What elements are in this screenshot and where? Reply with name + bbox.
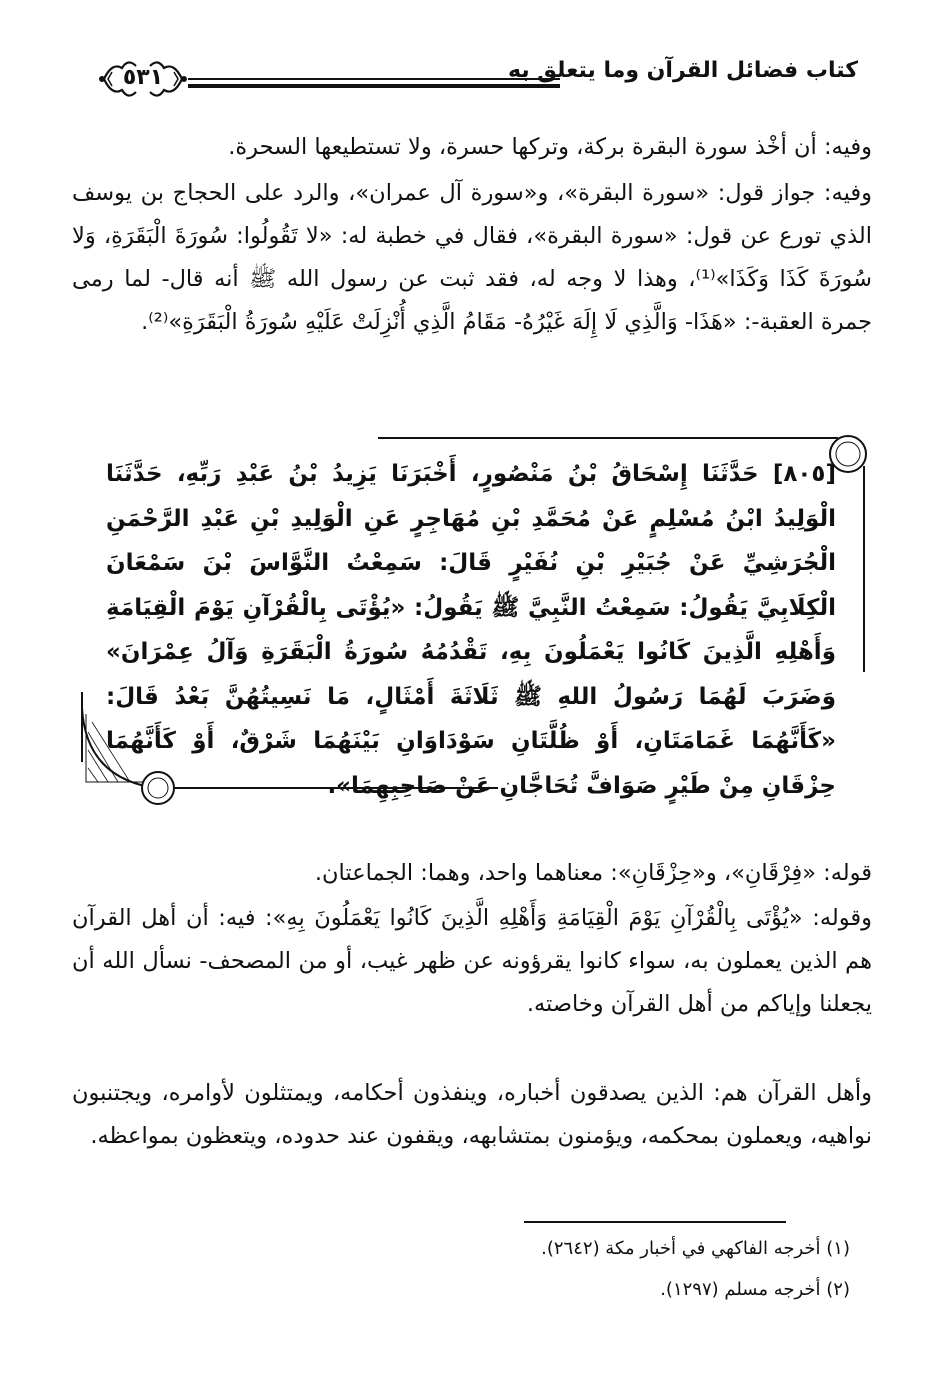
- paragraph-4: وقوله: «يُؤْتَى بِالْقُرْآنِ يَوْمَ الْقِيَامَةِ وَأَهْلِهِ الَّذِينَ كَانُوا يَعْمَلُونَ بِهِ»: فيه: أن أهل القرآن هم الذين يعملون به، سواء كانوا يقرؤونه عن ظهر غيب، أو من المصحف- نسأل الله أن يجعلنا وإياكم من أهل القرآن وخاصته.: [72, 905, 872, 1017]
- header-rule-thick: [188, 84, 560, 88]
- footnote-1: (١) أخرجه الفاكهي في أخبار مكة (٢٦٤٢).: [541, 1238, 850, 1259]
- paragraph-2: وفيه: جواز قول: «سورة البقرة»، و«سورة آل عمران»، والرد على الحجاج بن يوسف الذي تورع عن قول: «سورة البقرة»، فقال في خطبة له: «لا تَقُولُوا: سُورَةَ الْبَقَرَةِ، وَلا سُورَةَ كَذَا وَكَذَا»⁽¹⁾، وهذا لا وجه له، فقد ثبت عن رسول الله ﷺ أنه قال- لما رمى جمرة العقبة-: «هَذَا- وَالَّذِي لَا إِلَهَ غَيْرُهُ- مَقَامُ الَّذِي أُنْزِلَتْ عَلَيْهِ سُورَةُ الْبَقَرَةِ»⁽²⁾.: [72, 180, 872, 335]
- footnote-separator: [524, 1221, 786, 1223]
- footnote-2: (٢) أخرجه مسلم (١٢٩٧).: [660, 1279, 850, 1300]
- running-title: كتاب فضائل القرآن وما يتعلق به: [508, 58, 858, 83]
- paragraph-1: وفيه: أن أخْذ سورة البقرة بركة، وتركها حسرة، ولا تستطيعها السحرة.: [228, 134, 872, 160]
- header-rule: [188, 78, 560, 80]
- hadith-text: [٨٠٥] حَدَّثَنَا إِسْحَاقُ بْنُ مَنْصُورٍ، أَخْبَرَنَا يَزِيدُ بْنُ عَبْدِ رَبِّهِ، حَدَّثَنَا الْوَلِيدُ ابْنُ مُسْلِمٍ عَنْ مُحَمَّدِ بْنِ مُهَاجِرٍ عَنِ الْوَلِيدِ بْنِ عَبْدِ الرَّحْمَنِ الْجُرَشِيِّ عَنْ جُبَيْرِ بْنِ نُفَيْرٍ قَالَ: سَمِعْتُ النَّوَّاسَ بْنَ سَمْعَانَ الْكِلَابِيَّ يَقُولُ: سَمِعْتُ النَّبِيَّ ﷺ يَقُولُ: «يُؤْتَى بِالْقُرْآنِ يَوْمَ الْقِيَامَةِ وَأَهْلِهِ الَّذِينَ كَانُوا يَعْمَلُونَ بِهِ، تَقْدُمُهُ سُورَةُ الْبَقَرَةِ وَآلُ عِمْرَانَ» وَضَرَبَ لَهُمَا رَسُولُ اللهِ ﷺ ثَلَاثَةَ أَمْثَالٍ، مَا نَسِيتُهُنَّ بَعْدُ قَالَ: «كَأَنَّهُمَا غَمَامَتَانِ، أَوْ ظُلَّتَانِ سَوْدَاوَانِ بَيْنَهُمَا شَرْقٌ، أَوْ كَأَنَّهُمَا حِزْقَانِ مِنْ طَيْرٍ صَوَافَّ تُحَاجَّانِ عَنْ صَاحِبِهِمَا».: [106, 461, 836, 799]
- paragraph-3: قوله: «فِرْقَانِ»، و«حِزْقَانِ»: معناهما واحد، وهما: الجماعتان.: [314, 860, 872, 886]
- page-number: ٥٣١: [122, 65, 164, 90]
- page-header: [88, 52, 858, 108]
- paragraph-5: وأهل القرآن هم: الذين يصدقون أخباره، وينفذون أحكامه، ويمتثلون لأوامره، ويجتنبون نواهيه، ويعملون بمحكمه، ويؤمنون بمتشابهه، ويقفون عند حدوده، ويتعظون بمواعظه.: [72, 1080, 872, 1149]
